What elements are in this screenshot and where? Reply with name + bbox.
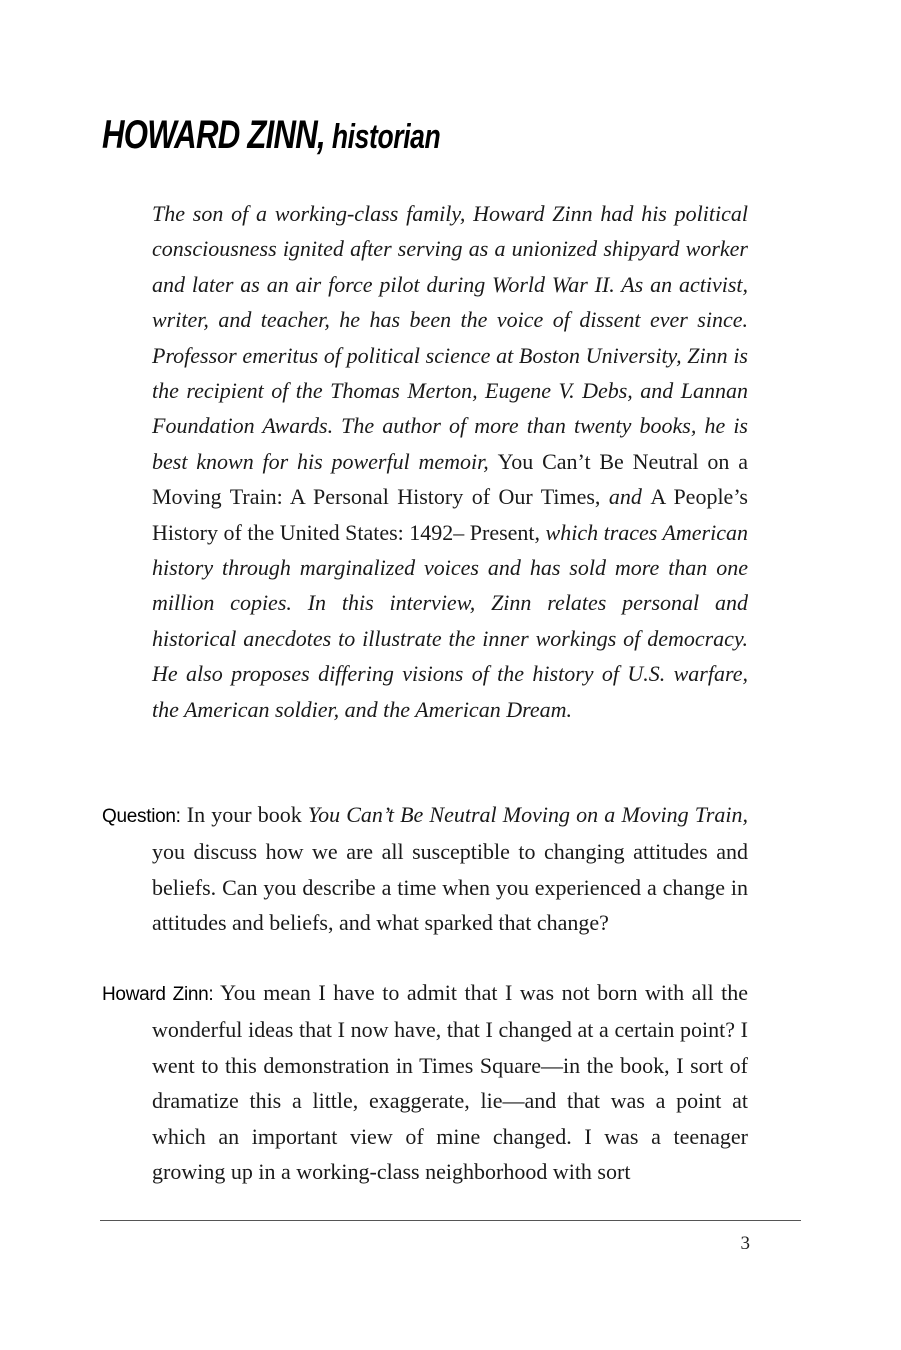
intro-text-1: The son of a working-class family, Howard Zinn had his political consciousness ignited after serving as a unionized shipyard worker and later as an air force pilot during World War II. As an activist, writer, and teacher, he has been the voice of dissent ever since. Professor emeritus of political science at Boston University, Zinn is the recipient of the Thomas Merton, Eugene V. Debs, and Lannan Foundation Awards. The author of more than twenty books, he is best known for his powerful memoir, <box>152 201 748 474</box>
question-text-after: you discuss how we are all susceptible to changing attitudes and beliefs. Can you describe a time when you experienced a change in attitudes and beliefs, and what sparked that change? <box>152 839 748 936</box>
intro-paragraph <box>152 196 748 727</box>
footer-divider <box>100 1220 801 1221</box>
answer-text: You mean I have to admit that I was not born with all the wonderful ideas that I now have, that I changed at a certain point? I went to this demonstration in Times Square—in the book, I sort of dramatize this a little, exaggerate, lie—and that was a point at which an important view of mine changed. I was a teenager growing up in a working-class neighborhood with sort <box>152 980 749 1185</box>
intro-text-2: which traces American history through marginalized voices and has sold more than one million copies. In this interview, Zinn relates personal and historical anecdotes to illustrate the inner workings of democracy. He also proposes differing visions of the history of U.S. warfare, the American soldier, and the American Dream. <box>152 519 748 722</box>
speaker-label-answer: Howard Zinn: <box>102 984 214 1005</box>
page-number: 3 <box>740 1233 750 1254</box>
question-text-before: In your book <box>180 802 308 827</box>
intro-conjunction: and <box>600 484 651 510</box>
question-paragraph <box>102 797 748 941</box>
title-name: HOWARD ZINN, <box>102 113 325 157</box>
speaker-label-question: Question: <box>102 806 181 827</box>
page-title <box>102 110 440 162</box>
title-role: historian <box>324 118 441 156</box>
intro-book-title-2: A People’s History of the United States: 1492– Present, <box>152 484 748 545</box>
question-book-title: You Can’t Be Neutral Moving on a Moving Train, <box>307 802 748 827</box>
intro-book-title-1: You Can’t Be Neutral on a Moving Train: A Personal History of Our Times, <box>152 448 748 510</box>
answer-paragraph <box>102 975 748 1189</box>
